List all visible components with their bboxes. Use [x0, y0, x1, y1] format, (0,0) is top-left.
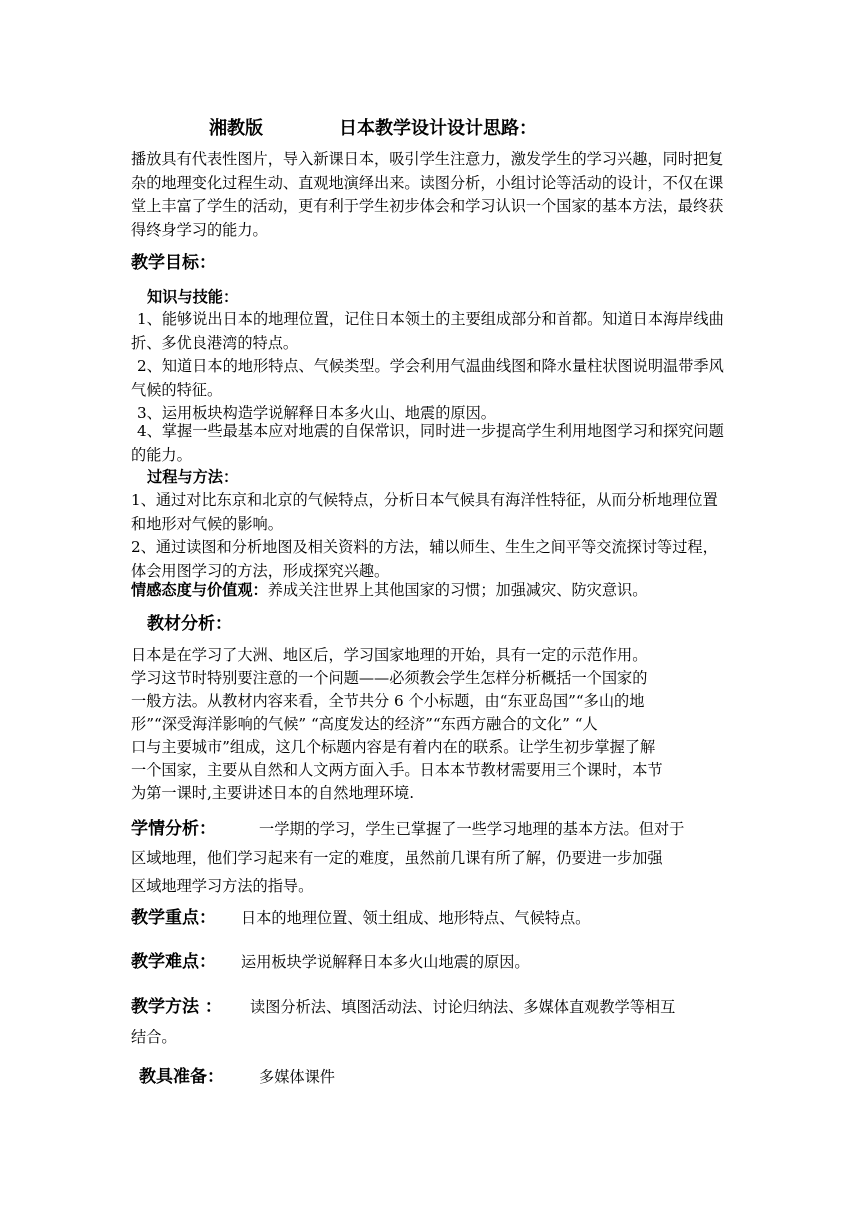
- learner-line: 区域地理学习方法的指导。: [131, 877, 314, 895]
- knowledge-heading: 知识与技能：: [147, 288, 239, 306]
- emotion-line: [131, 579, 731, 603]
- key-points-row: [131, 903, 731, 933]
- learner-line-1: [131, 814, 731, 844]
- intro-paragraph: 播放具有代表性图片，导入新课日本，吸引学生注意力，激发学生的学习兴趣，同时把复杂的地理变化过程生动、直观地演绎出来。读图分析，小组讨论等活动的设计，不仅在课堂上丰富了学生的活动，更有利于学生初步体会和学习认识一个国家的基本方法，最终获得终身学习的能力。: [131, 150, 724, 239]
- textbook-line: 口与主要城市”组成，这几个标题内容是有着内在的联系。让学生初步掌握了解: [131, 738, 656, 756]
- knowledge-item-1: 1、能够说出日本的地理位置，记住日本领土的主要组成部分和首都。知道日本海岸线曲折、多优良港湾的特点。: [131, 310, 724, 352]
- process-item-1: 1、通过对比东京和北京的气候特点，分析日本气候具有海洋性特征，从而分析地理位置和地形对气候的影响。: [131, 491, 718, 533]
- learner-line: 区域地理，他们学习起来有一定的难度，虽然前几课有所了解，仍要进一步加强: [131, 849, 663, 867]
- methods-text: 读图分析法、填图活动法、讨论归纳法、多媒体直观教学等相互: [250, 998, 676, 1016]
- textbook-line: 学习这节时特别要注意的一个问题——必须教会学生怎样分析概括一个国家的: [131, 669, 648, 687]
- key-points-label: 教学重点：: [131, 908, 216, 928]
- key-points-text: 日本的地理位置、领土组成、地形特点、气候特点。: [241, 909, 591, 927]
- knowledge-item-4: 4、掌握一些最基本应对地震的自保常识，同时进一步提高学生利用地图学习和探究问题的能力。: [131, 422, 724, 464]
- document-title: [0, 114, 860, 144]
- tools-label: 教具准备：: [139, 1067, 224, 1087]
- title-publisher: 湘教版: [209, 118, 263, 139]
- methods-row: [131, 992, 731, 1022]
- learner-text: 一学期的学习，学生已掌握了一些学习地理的基本方法。但对于: [259, 820, 685, 838]
- difficulties-label: 教学难点：: [131, 952, 216, 972]
- emotion-text: 养成关注世界上其他国家的习惯；加强减灾、防灾意识。: [267, 581, 648, 599]
- methods-label: 教学方法 ：: [131, 997, 222, 1017]
- textbook-heading: 教材分析：: [147, 614, 232, 634]
- knowledge-item-3: 3、运用板块构造学说解释日本多火山、地震的原因。: [137, 404, 496, 422]
- learner-label: 学情分析：: [131, 819, 216, 839]
- process-item-2: 2、通过读图和分析地图及相关资料的方法，辅以师生、生生之间平等交流探讨等过程，体会用图学习的方法，形成探究兴趣。: [131, 538, 718, 580]
- difficulties-text: 运用板块学说解释日本多火山地震的原因。: [241, 953, 530, 971]
- objectives-heading: 教学目标：: [131, 253, 216, 273]
- textbook-line: 日本是在学习了大洲、地区后，学习国家地理的开始，具有一定的示范作用。: [131, 646, 648, 664]
- difficulties-row: [131, 947, 731, 977]
- textbook-line: 一般方法。从教材内容来看，全节共分 6 个小标题，由“东亚岛国”“多山的地: [131, 692, 645, 710]
- methods-line: 结合。: [131, 1028, 177, 1046]
- title-main: 日本教学设计设计思路：: [339, 118, 537, 139]
- textbook-line: 一个国家，主要从自然和人文两方面入手。日本本节教材需要用三个课时，本节: [131, 761, 663, 779]
- tools-text: 多媒体课件: [259, 1068, 335, 1086]
- emotion-label: 情感态度与价值观：: [131, 581, 268, 599]
- tools-row: [139, 1062, 739, 1092]
- process-heading: 过程与方法：: [147, 468, 239, 486]
- knowledge-item-2: 2、知道日本的地形特点、气候类型。学会利用气温曲线图和降水量柱状图说明温带季风气候的特征。: [131, 357, 724, 399]
- textbook-line: 形”“深受海洋影响的气候” “高度发达的经济”“东西方融合的文化” “人: [131, 715, 598, 733]
- textbook-line: 为第一课时,主要讲述日本的自然地理环境.: [131, 784, 415, 802]
